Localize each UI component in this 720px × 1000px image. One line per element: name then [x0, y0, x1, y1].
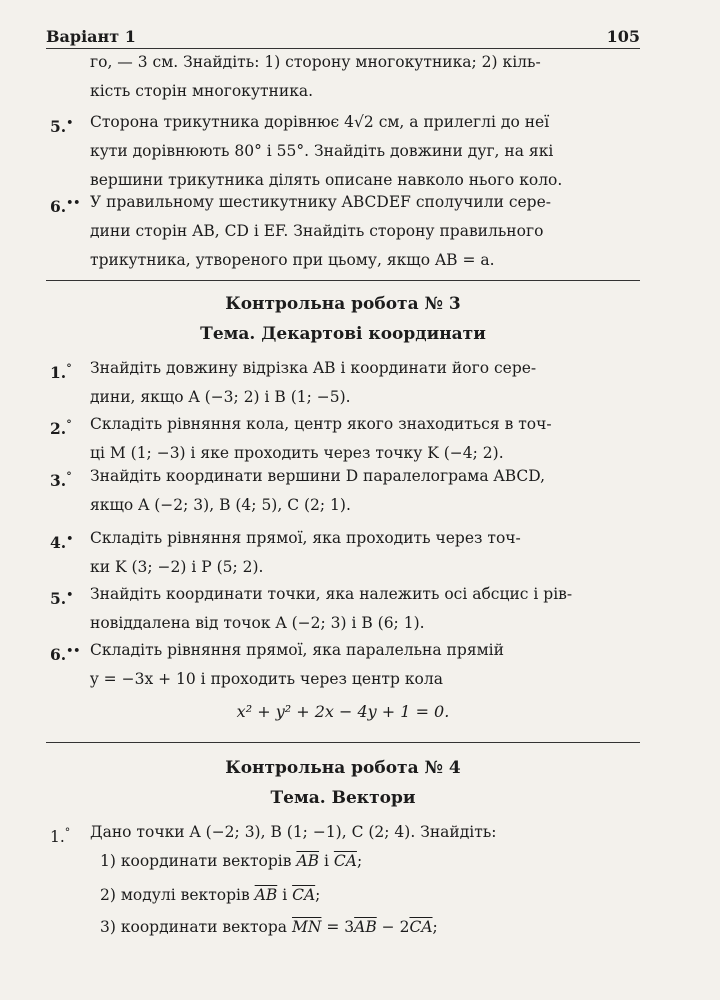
- task-number: 4.•: [50, 532, 74, 553]
- task-number: 6.••: [50, 644, 81, 665]
- page-number: 105: [606, 27, 640, 46]
- vector-label: $\overline{CA}$: [292, 886, 316, 904]
- section-3-topic: Тема. Декартові координати: [200, 324, 486, 344]
- page-header: [46, 18, 640, 49]
- section-4-topic: Тема. Вектори: [270, 788, 416, 808]
- s3-task-2: 2.° Складіть рівняння кола, центр якого знаходиться в точ- ці M (1; −3) і яке проходить через точку K (−4; 2).: [50, 410, 640, 468]
- prev-task-6: 6.•• У правильному шестикутнику ABCDEF сполучили сере- дини сторін AB, CD і EF. Знайдіть сторону правильного трикутника, утвореного при цьому, якщо AB = a.: [50, 188, 640, 275]
- s4-item-1: 1) координати векторів $\overline{AB}$ і $\overline{CA}$;: [100, 852, 363, 870]
- s4-item-3: 3) координати вектора $\overline{MN} = 3\overline{AB} - 2\overline{CA}$;: [100, 918, 438, 936]
- section-divider: [46, 742, 640, 743]
- task-number: 5.•: [50, 588, 74, 609]
- task-number: 6.••: [50, 196, 81, 217]
- prev-task-continuation: го, — 3 см. Знайдіть: 1) сторону многокутника; 2) кіль- кість сторін многокутника.: [90, 53, 541, 100]
- task-number: 1.°: [50, 362, 72, 383]
- vector-label: $\overline{CA}$: [409, 918, 433, 936]
- task-number: 2.°: [50, 418, 72, 439]
- section-divider: [46, 280, 640, 281]
- vector-label: $\overline{CA}$: [333, 852, 357, 870]
- s4-task-1: 1.° Дано точки A (−2; 3), B (1; −1), C (2; 4). Знайдіть:: [50, 818, 640, 847]
- section-3-title: Контрольна робота № 3: [225, 294, 461, 314]
- section-4-title: Контрольна робота № 4: [225, 758, 461, 778]
- s3-task-6: 6.•• Складіть рівняння прямої, яка паралельна прямій y = −3x + 10 і проходить через центр кола: [50, 636, 640, 694]
- variant-label: Варіант 1: [46, 27, 136, 46]
- task-number: 3.°: [50, 470, 72, 491]
- prev-task-5: 5.• Сторона трикутника дорівнює 4√2 см, а прилеглі до неї кути дорівнюють 80° і 55°. Знайдіть довжини дуг, на які вершини трикутника ділять описане навколо нього коло.: [50, 108, 640, 195]
- s3-task-4: 4.• Складіть рівняння прямої, яка проходить через точ- ки K (3; −2) і P (5; 2).: [50, 524, 640, 582]
- vector-label: $\overline{AB}$: [354, 918, 377, 936]
- vector-label: $\overline{AB}$: [254, 886, 278, 904]
- circle-equation: x² + y² + 2x − 4y + 1 = 0.: [236, 702, 450, 721]
- vector-label: $\overline{MN}$: [291, 918, 322, 936]
- s3-task-5: 5.• Знайдіть координати точки, яка належить осі абсцис і рів- новіддалена від точок A (−2; 3) і B (6; 1).: [50, 580, 640, 638]
- s3-task-1: 1.° Знайдіть довжину відрізка AB і координати його сере- дини, якщо A (−3; 2) і B (1; −5).: [50, 354, 640, 412]
- task-number: 5.•: [50, 116, 74, 137]
- s3-task-3: 3.° Знайдіть координати вершини D паралелограма ABCD, якщо A (−2; 3), B (4; 5), C (2; 1).: [50, 462, 640, 520]
- vector-label: $\overline{AB}$: [296, 852, 320, 870]
- task-number: 1.°: [50, 826, 71, 847]
- s4-item-2: 2) модулі векторів $\overline{AB}$ і $\overline{CA}$;: [100, 886, 321, 904]
